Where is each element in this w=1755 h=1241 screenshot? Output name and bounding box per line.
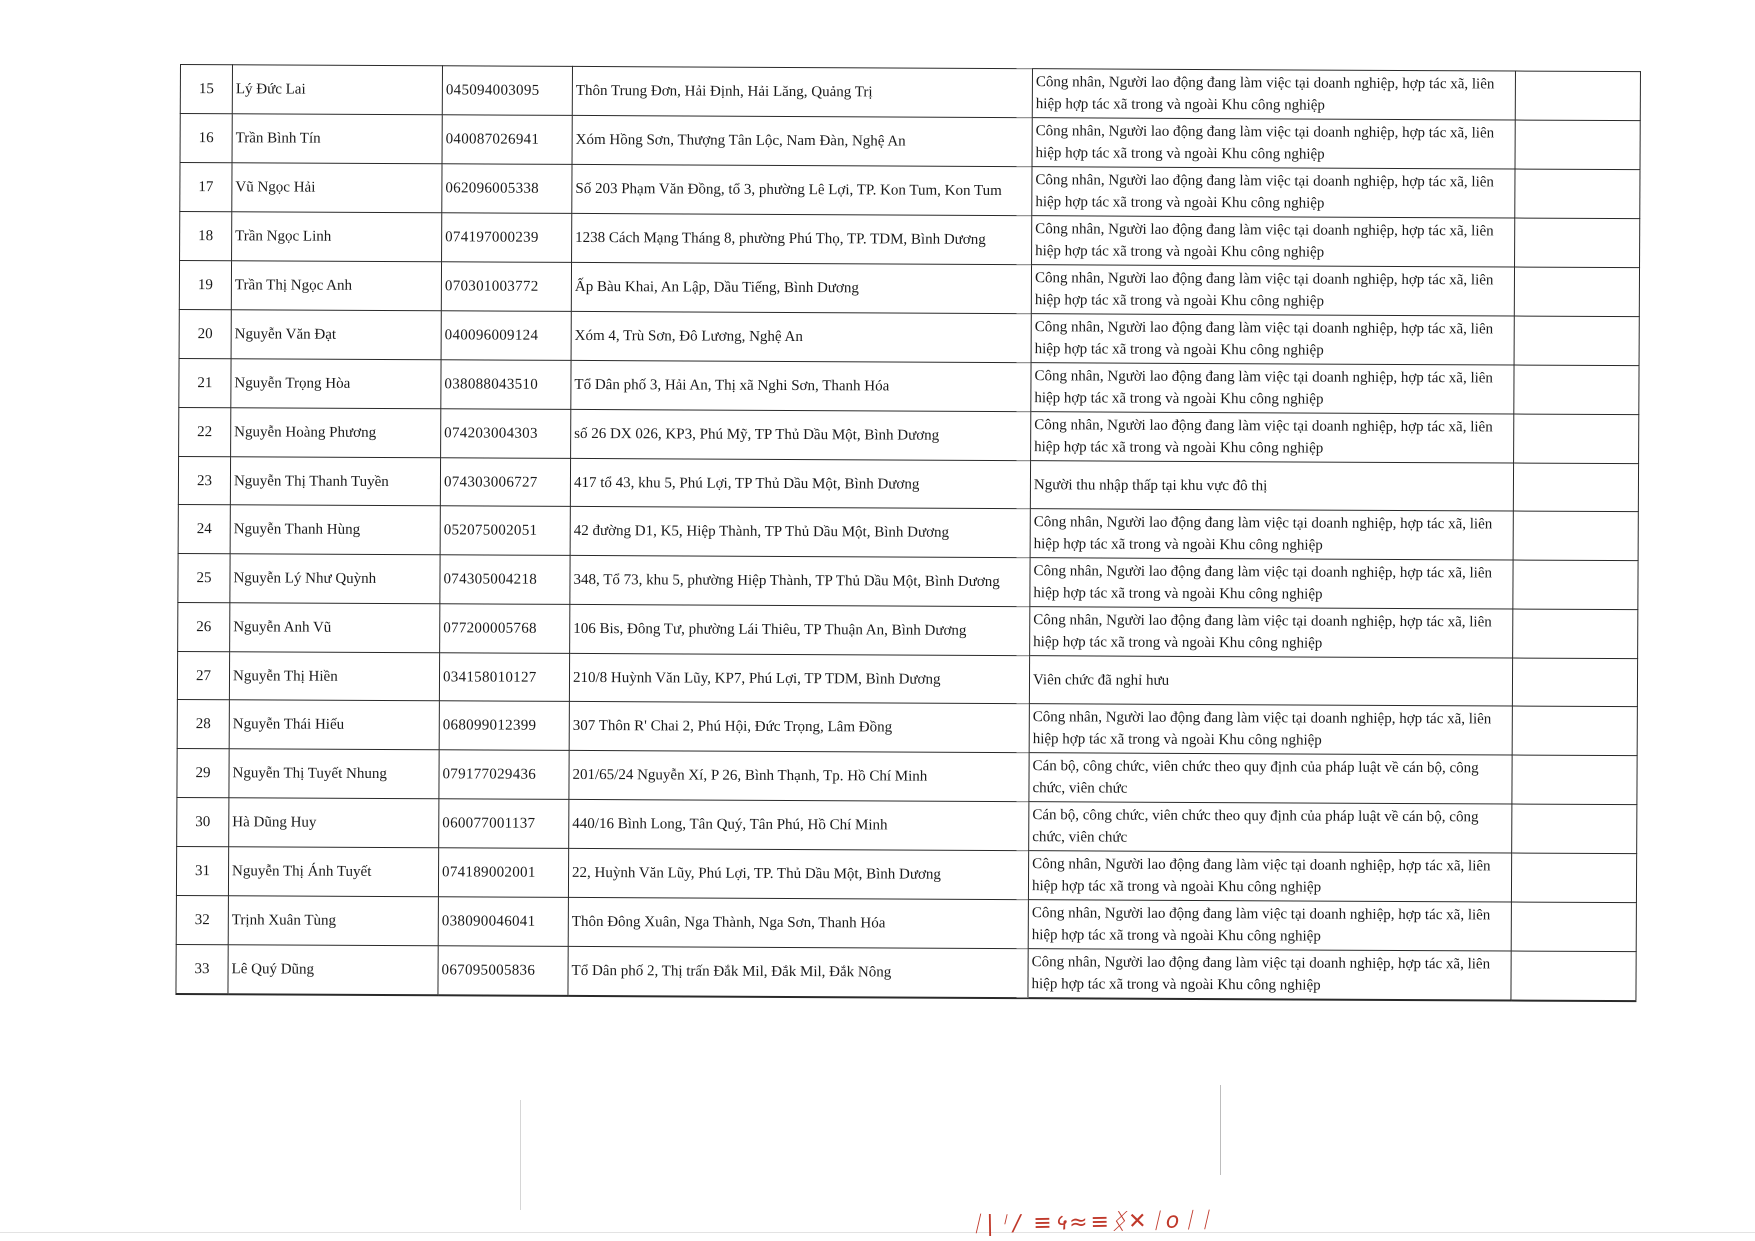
eligible-category-cell: Công nhân, Người lao động đang làm việc tại doanh nghiệp, hợp tác xã, liên hiệp hợp tác xã trong và ngoài Khu công nghiệp — [1028, 851, 1511, 902]
note-cell — [1512, 658, 1637, 707]
table-row — [177, 748, 1637, 804]
row-number-cell: 17 — [180, 163, 232, 212]
row-number-cell: 27 — [177, 651, 229, 699]
note-cell — [1513, 609, 1638, 659]
note-cell — [1513, 463, 1638, 512]
note-cell — [1515, 218, 1640, 268]
row-number-cell: 16 — [180, 114, 232, 163]
note-cell — [1512, 706, 1637, 756]
address-cell: Xóm 4, Trù Sơn, Đô Lương, Nghệ An — [571, 311, 1031, 362]
table-row — [180, 212, 1640, 268]
id-number-cell: 062096005338 — [442, 164, 572, 214]
full-name-cell: Nguyễn Văn Đạt — [231, 310, 441, 360]
eligible-category-cell: Công nhân, Người lao động đang làm việc tại doanh nghiệp, hợp tác xã, liên hiệp hợp tác xã trong và ngoài Khu công nghiệp — [1032, 69, 1515, 120]
address-cell: Số 203 Phạm Văn Đồng, tổ 3, phường Lê Lợi, TP. Kon Tum, Kon Tum — [572, 164, 1032, 215]
address-cell: Xóm Hồng Sơn, Thượng Tân Lộc, Nam Đàn, Nghệ An — [572, 115, 1032, 166]
table-row — [177, 699, 1637, 755]
id-number-cell: 038088043510 — [441, 360, 571, 410]
eligible-category-cell: Cán bộ, công chức, viên chức theo quy định của pháp luật về cán bộ, công chức, viên chức — [1029, 753, 1512, 804]
table-row — [180, 65, 1640, 121]
address-cell: số 26 DX 026, KP3, Phú Mỹ, TP Thủ Dầu Một, Bình Dương — [571, 409, 1031, 460]
full-name-cell: Nguyễn Hoàng Phương — [231, 408, 441, 458]
id-number-cell: 052075002051 — [440, 506, 570, 556]
eligible-category-cell: Cán bộ, công chức, viên chức theo quy định của pháp luật về cán bộ, công chức, viên chức — [1029, 802, 1512, 853]
full-name-cell: Nguyễn Thị Ánh Tuyết — [228, 847, 438, 897]
address-cell: 106 Bis, Đông Tư, phường Lái Thiêu, TP Thuận An, Bình Dương — [570, 604, 1030, 655]
note-cell — [1512, 755, 1637, 805]
id-number-cell: 040096009124 — [441, 311, 571, 361]
row-number-cell: 25 — [178, 553, 230, 602]
row-number-cell: 26 — [178, 602, 230, 651]
address-cell: 440/16 Bình Long, Tân Quý, Tân Phú, Hồ Chí Minh — [569, 799, 1029, 850]
id-number-cell: 074203004303 — [441, 409, 571, 459]
full-name-cell: Nguyễn Thái Hiếu — [229, 700, 439, 750]
full-name-cell: Nguyễn Thị Hiền — [229, 652, 439, 701]
row-number-cell: 30 — [177, 797, 229, 846]
table-row — [176, 944, 1636, 1001]
id-number-cell: 074189002001 — [438, 848, 568, 898]
eligible-category-cell: Công nhân, Người lao động đang làm việc tại doanh nghiệp, hợp tác xã, liên hiệp hợp tác xã trong và ngoài Khu công nghiệp — [1028, 949, 1511, 1001]
table-row — [178, 553, 1638, 609]
full-name-cell: Nguyễn Anh Vũ — [230, 603, 440, 653]
note-cell — [1514, 414, 1639, 464]
address-cell: Thôn Trung Đơn, Hải Định, Hải Lăng, Quảng Trị — [572, 66, 1032, 117]
eligible-category-cell: Công nhân, Người lao động đang làm việc tại doanh nghiệp, hợp tác xã, liên hiệp hợp tác xã trong và ngoài Khu công nghiệp — [1031, 314, 1514, 365]
registry-table-wrapper — [175, 64, 1640, 1002]
id-number-cell: 079177029436 — [439, 750, 569, 800]
address-cell: 348, Tổ 73, khu 5, phường Hiệp Thành, TP Thủ Dầu Một, Bình Dương — [570, 555, 1030, 606]
eligible-category-cell: Công nhân, Người lao động đang làm việc tại doanh nghiệp, hợp tác xã, liên hiệp hợp tác xã trong và ngoài Khu công nghiệp — [1030, 509, 1513, 560]
id-number-cell: 077200005768 — [440, 604, 570, 654]
id-number-cell: 074303006727 — [440, 458, 570, 507]
table-row — [176, 895, 1636, 951]
address-cell: 201/65/24 Nguyễn Xí, P 26, Bình Thạnh, Tp. Hồ Chí Minh — [569, 750, 1029, 801]
eligible-category-cell: Công nhân, Người lao động đang làm việc tại doanh nghiệp, hợp tác xã, liên hiệp hợp tác xã trong và ngoài Khu công nghiệp — [1030, 558, 1513, 609]
id-number-cell: 074197000239 — [442, 213, 572, 263]
row-number-cell: 33 — [176, 944, 228, 994]
scan-edge-line — [0, 1232, 1755, 1233]
row-number-cell: 15 — [180, 65, 232, 114]
note-cell — [1514, 267, 1639, 317]
id-number-cell: 040087026941 — [442, 115, 572, 165]
full-name-cell: Nguyễn Thị Tuyết Nhung — [229, 749, 439, 799]
row-number-cell: 29 — [177, 748, 229, 797]
eligible-category-cell: Viên chức đã nghỉ hưu — [1029, 656, 1512, 706]
table-row — [178, 504, 1638, 560]
note-cell — [1511, 951, 1636, 1001]
scan-mark: ᛁ|ᛌ/ ≡५≈≡ᛝ✕ᛁoᛁᛁ — [969, 1207, 1215, 1238]
table-row — [179, 309, 1639, 365]
id-number-cell: 074305004218 — [440, 555, 570, 605]
note-cell — [1511, 902, 1636, 952]
table-row — [178, 456, 1638, 511]
full-name-cell: Trịnh Xuân Tùng — [228, 896, 438, 946]
full-name-cell: Nguyễn Thị Thanh Tuyền — [230, 457, 440, 506]
id-number-cell: 045094003095 — [442, 66, 572, 116]
note-cell — [1514, 316, 1639, 366]
eligible-category-cell: Công nhân, Người lao động đang làm việc tại doanh nghiệp, hợp tác xã, liên hiệp hợp tác xã trong và ngoài Khu công nghiệp — [1028, 900, 1511, 951]
row-number-cell: 21 — [179, 358, 231, 407]
row-number-cell: 20 — [179, 309, 231, 358]
note-cell — [1513, 560, 1638, 610]
full-name-cell: Vũ Ngọc Hải — [232, 163, 442, 213]
note-cell — [1512, 804, 1637, 854]
eligible-category-cell: Công nhân, Người lao động đang làm việc tại doanh nghiệp, hợp tác xã, liên hiệp hợp tác xã trong và ngoài Khu công nghiệp — [1031, 265, 1514, 316]
address-cell: 22, Huỳnh Văn Lũy, Phú Lợi, TP. Thủ Dầu Một, Bình Dương — [568, 848, 1028, 899]
table-row — [176, 846, 1636, 902]
note-cell — [1515, 71, 1640, 121]
address-cell: 42 đường D1, K5, Hiệp Thành, TP Thủ Dầu Một, Bình Dương — [570, 506, 1030, 557]
eligible-category-cell: Công nhân, Người lao động đang làm việc tại doanh nghiệp, hợp tác xã, liên hiệp hợp tác xã trong và ngoài Khu công nghiệp — [1032, 118, 1515, 169]
row-number-cell: 28 — [177, 699, 229, 748]
registry-table-body — [176, 65, 1641, 1002]
row-number-cell: 31 — [176, 846, 228, 895]
table-row — [179, 407, 1639, 463]
table-row — [178, 602, 1638, 658]
scan-artifact-line — [520, 1100, 521, 1210]
id-number-cell: 034158010127 — [439, 653, 569, 702]
row-number-cell: 24 — [178, 504, 230, 553]
note-cell — [1515, 169, 1640, 219]
note-cell — [1513, 511, 1638, 561]
note-cell — [1514, 365, 1639, 415]
row-number-cell: 22 — [179, 407, 231, 456]
eligible-category-cell: Công nhân, Người lao động đang làm việc tại doanh nghiệp, hợp tác xã, liên hiệp hợp tác xã trong và ngoài Khu công nghiệp — [1030, 607, 1513, 658]
registry-table — [175, 64, 1641, 1002]
table-row — [177, 797, 1637, 853]
address-cell: Tổ Dân phố 3, Hải An, Thị xã Nghi Sơn, Thanh Hóa — [571, 360, 1031, 411]
full-name-cell: Trần Ngọc Linh — [232, 212, 442, 262]
eligible-category-cell: Công nhân, Người lao động đang làm việc tại doanh nghiệp, hợp tác xã, liên hiệp hợp tác xã trong và ngoài Khu công nghiệp — [1032, 216, 1515, 267]
eligible-category-cell: Công nhân, Người lao động đang làm việc tại doanh nghiệp, hợp tác xã, liên hiệp hợp tác xã trong và ngoài Khu công nghiệp — [1032, 167, 1515, 218]
address-cell: Tổ Dân phố 2, Thị trấn Đắk Mil, Đắk Mil, Đắk Nông — [568, 946, 1028, 998]
note-cell — [1515, 120, 1640, 170]
address-cell: 307 Thôn R' Chai 2, Phú Hội, Đức Trọng, Lâm Đồng — [569, 701, 1029, 752]
id-number-cell: 070301003772 — [441, 262, 571, 312]
table-row — [180, 114, 1640, 170]
id-number-cell: 060077001137 — [439, 799, 569, 849]
eligible-category-cell: Công nhân, Người lao động đang làm việc tại doanh nghiệp, hợp tác xã, liên hiệp hợp tác xã trong và ngoài Khu công nghiệp — [1031, 363, 1514, 414]
table-row — [179, 358, 1639, 414]
id-number-cell: 038090046041 — [438, 897, 568, 947]
id-number-cell: 067095005836 — [438, 946, 568, 996]
full-name-cell: Trần Bình Tín — [232, 114, 442, 164]
full-name-cell: Nguyễn Thanh Hùng — [230, 505, 440, 555]
full-name-cell: Lê Quý Dũng — [228, 945, 438, 996]
id-number-cell: 068099012399 — [439, 701, 569, 751]
row-number-cell: 23 — [178, 456, 230, 504]
full-name-cell: Nguyễn Lý Như Quỳnh — [230, 554, 440, 604]
full-name-cell: Nguyễn Trọng Hòa — [231, 359, 441, 409]
row-number-cell: 18 — [180, 212, 232, 261]
table-row — [177, 651, 1637, 706]
full-name-cell: Lý Đức Lai — [232, 65, 442, 115]
address-cell: Ấp Bàu Khai, An Lập, Dầu Tiếng, Bình Dương — [571, 262, 1031, 313]
row-number-cell: 19 — [179, 261, 231, 310]
note-cell — [1511, 853, 1636, 903]
eligible-category-cell: Người thu nhập thấp tại khu vực đô thị — [1030, 461, 1513, 511]
eligible-category-cell: Công nhân, Người lao động đang làm việc tại doanh nghiệp, hợp tác xã, liên hiệp hợp tác xã trong và ngoài Khu công nghiệp — [1029, 704, 1512, 755]
address-cell: Thôn Đông Xuân, Nga Thành, Nga Sơn, Thanh Hóa — [568, 897, 1028, 948]
scan-artifact-line — [1220, 1085, 1221, 1175]
eligible-category-cell: Công nhân, Người lao động đang làm việc tại doanh nghiệp, hợp tác xã, liên hiệp hợp tác xã trong và ngoài Khu công nghiệp — [1031, 412, 1514, 463]
table-row — [179, 261, 1639, 317]
full-name-cell: Trần Thị Ngọc Anh — [231, 261, 441, 311]
address-cell: 417 tổ 43, khu 5, Phú Lợi, TP Thủ Dầu Một, Bình Dương — [570, 458, 1030, 508]
full-name-cell: Hà Dũng Huy — [229, 798, 439, 848]
row-number-cell: 32 — [176, 895, 228, 944]
table-row — [180, 163, 1640, 219]
address-cell: 210/8 Huỳnh Văn Lũy, KP7, Phú Lợi, TP TDM, Bình Dương — [569, 653, 1029, 703]
address-cell: 1238 Cách Mạng Tháng 8, phường Phú Thọ, TP. TDM, Bình Dương — [572, 213, 1032, 264]
